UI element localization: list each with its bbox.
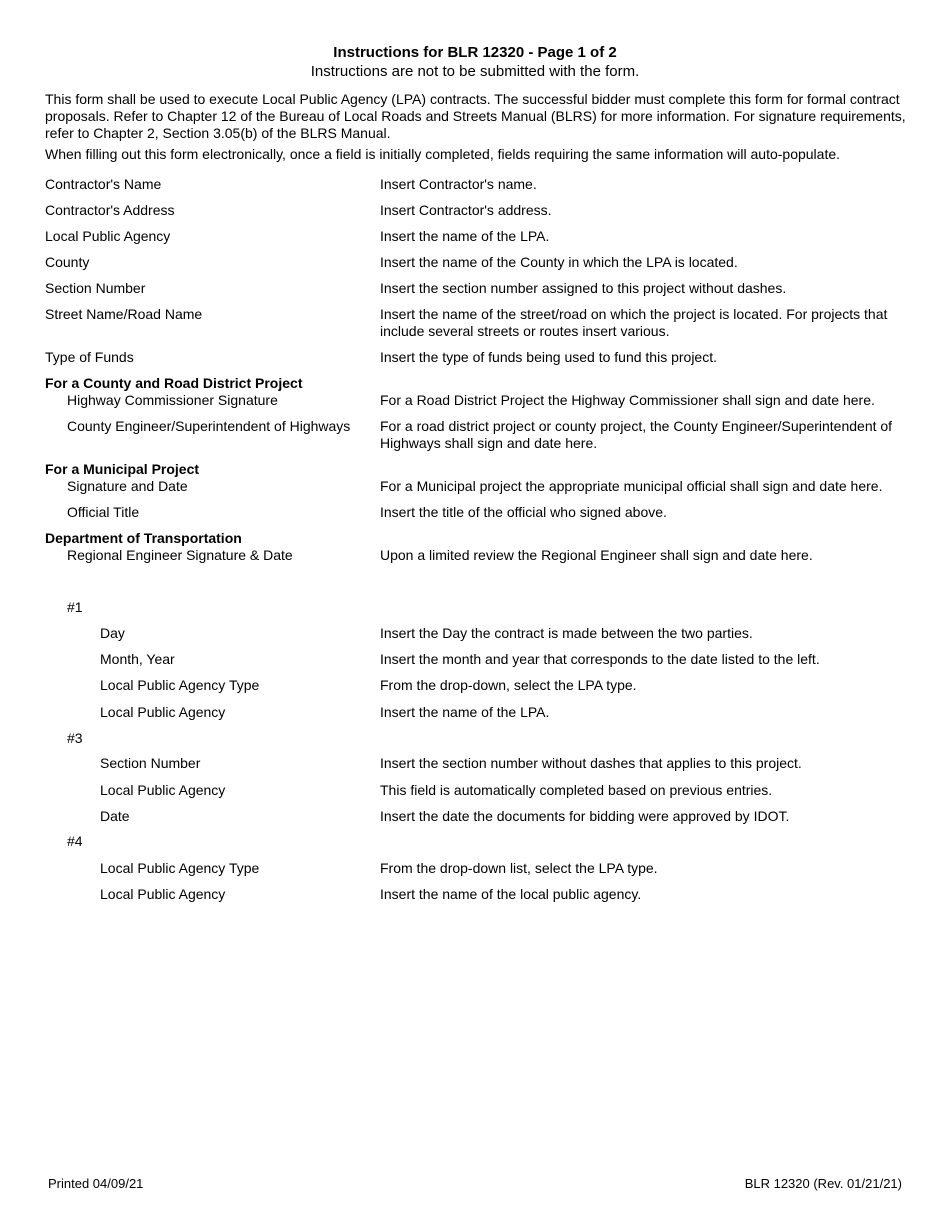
field-label: Highway Commissioner Signature xyxy=(67,392,278,408)
field-label: Contractor's Name xyxy=(45,176,162,192)
field-label: Local Public Agency Type xyxy=(100,860,260,876)
field-description: For a Road District Project the Highway Commissioner shall sign and date here. xyxy=(380,392,875,408)
field-description: Insert the type of funds being used to fund this project. xyxy=(380,349,717,365)
field-label: Local Public Agency Type xyxy=(100,677,260,693)
printed-date: Printed 04/09/21 xyxy=(48,1176,144,1191)
field-label: Section Number xyxy=(100,755,201,771)
section-heading-county: For a County and Road District Project xyxy=(45,375,303,391)
field-label: Local Public Agency xyxy=(100,886,226,902)
field-description: Insert the name of the LPA. xyxy=(380,704,550,720)
section-number: #4 xyxy=(67,833,83,849)
field-label: Date xyxy=(100,808,130,824)
field-description: This field is automatically completed based on previous entries. xyxy=(380,782,773,798)
field-description: Insert the title of the official who signed above. xyxy=(380,504,667,520)
field-label: Contractor's Address xyxy=(45,202,175,218)
intro-paragraph-autopopulate: When filling out this form electronically, once a field is initially completed, fields requiring the same information will auto-populate. xyxy=(45,146,841,162)
field-description: For a road district project or county project, the County Engineer/Superintendent of Highways shall sign and date here. xyxy=(380,418,893,451)
section-number: #1 xyxy=(67,599,83,615)
field-description: Insert the section number assigned to this project without dashes. xyxy=(380,280,787,296)
field-label: County xyxy=(45,254,90,270)
field-label: Street Name/Road Name xyxy=(45,306,203,322)
field-description: From the drop-down, select the LPA type. xyxy=(380,677,637,693)
field-description: Insert the Day the contract is made between the two parties. xyxy=(380,625,753,641)
field-label: Section Number xyxy=(45,280,146,296)
field-description: Insert the name of the street/road on which the project is located. For projects that include several streets or routes insert various. xyxy=(380,306,888,339)
field-description: Insert the name of the LPA. xyxy=(380,228,550,244)
page-subtitle: Instructions are not to be submitted with the form. xyxy=(310,63,640,80)
field-label: Local Public Agency xyxy=(100,782,226,798)
form-identifier: BLR 12320 (Rev. 01/21/21) xyxy=(744,1176,902,1191)
field-description: Insert the name of the County in which the LPA is located. xyxy=(380,254,738,270)
field-description: Insert the section number without dashes that applies to this project. xyxy=(380,755,802,771)
section-number: #3 xyxy=(67,730,83,746)
section-heading-municipal: For a Municipal Project xyxy=(45,461,200,477)
field-label: Signature and Date xyxy=(67,478,188,494)
field-description: Insert Contractor's address. xyxy=(380,202,552,218)
section-heading-dot: Department of Transportation xyxy=(45,530,242,546)
field-label: Type of Funds xyxy=(45,349,134,365)
field-description: Insert the name of the local public agency. xyxy=(380,886,642,902)
field-label: Month, Year xyxy=(100,651,175,667)
field-label: Local Public Agency xyxy=(45,228,171,244)
field-description: Upon a limited review the Regional Engineer shall sign and date here. xyxy=(380,547,813,563)
field-description: Insert Contractor's name. xyxy=(380,176,537,192)
field-label: County Engineer/Superintendent of Highways xyxy=(67,418,351,434)
field-label: Day xyxy=(100,625,125,641)
field-description: From the drop-down list, select the LPA type. xyxy=(380,860,658,876)
intro-paragraph: This form shall be used to execute Local Public Agency (LPA) contracts. The successful bidder must complete this form for formal contract proposals. Refer to Chapter 12 of the Bureau of Local Roads and Streets Manual (BLRS) for more information. For signature requirements, refer to Chapter 2, Section 3.05(b) of the BLRS Manual. xyxy=(45,91,906,141)
field-label: Local Public Agency xyxy=(100,704,226,720)
field-description: Insert the month and year that corresponds to the date listed to the left. xyxy=(380,651,820,667)
field-label: Official Title xyxy=(67,504,140,520)
field-label: Regional Engineer Signature & Date xyxy=(67,547,293,563)
page-title: Instructions for BLR 12320 - Page 1 of 2 xyxy=(333,44,617,61)
field-description: For a Municipal project the appropriate municipal official shall sign and date here. xyxy=(380,478,883,494)
field-description: Insert the date the documents for bidding were approved by IDOT. xyxy=(380,808,790,824)
